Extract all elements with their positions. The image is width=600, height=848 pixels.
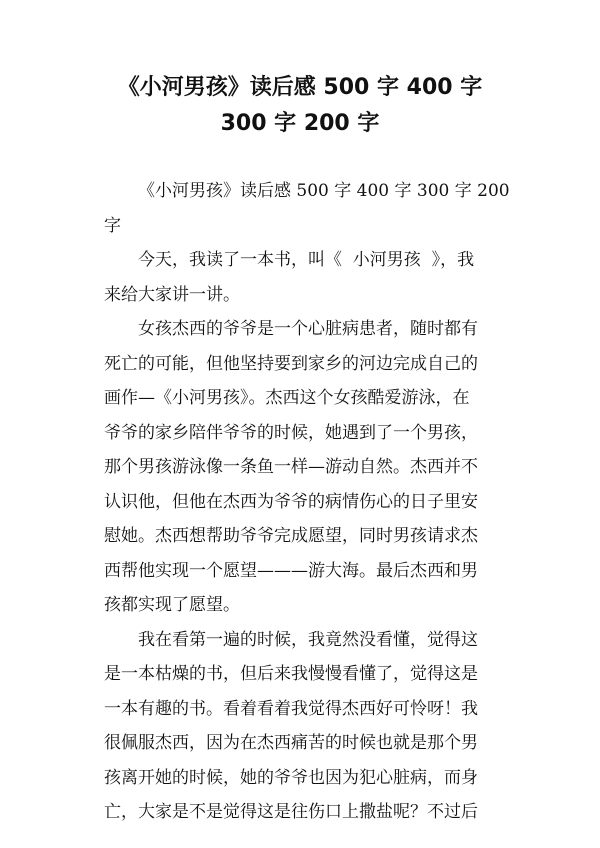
paragraph-intro <box>104 243 500 312</box>
text-line: 孩都实现了愿望。 <box>104 595 240 615</box>
text-line: 死亡的可能，但他坚持要到家乡的河边完成自己的 <box>104 353 478 374</box>
text-line: 西帮他实现一个愿望———游大海。最后杰西和男 <box>104 560 478 581</box>
text-line: 孩离开她的时候，她的爷爷也因为犯心脏病，而身 <box>104 767 478 788</box>
text-line: 一本有趣的书。看着看着我觉得杰西好可怜呀！我 <box>104 698 478 719</box>
text-line: 《小河男孩》读后感 500 字 400 字 300 字 200 <box>138 181 510 201</box>
text-line: 亡，大家是不是觉得这是往伤口上撒盐呢？不过后 <box>104 802 478 822</box>
text-line: 来给大家讲一讲。 <box>104 284 240 305</box>
title-line-1: 《小河男孩》读后感 500 字 400 字 <box>117 75 483 100</box>
text-line: 女孩杰西的爷爷是一个心脏病患者，随时都有 <box>138 319 478 339</box>
text-line: 是一本枯燥的书，但后来我慢慢看懂了，觉得这是 <box>104 664 478 684</box>
text-line: 很佩服杰西，因为在杰西痛苦的时候也就是那个男 <box>104 733 478 753</box>
document-body <box>104 174 510 830</box>
text-line: 画作—《小河男孩》。杰西这个女孩酷爱游泳，在 <box>104 388 470 408</box>
paragraph-summary <box>104 312 500 623</box>
text-line: 慰她。杰西想帮助爷爷完成愿望，同时男孩请求杰 <box>104 526 478 546</box>
page-title <box>60 70 540 142</box>
text-line: 爷爷的家乡陪伴爷爷的时候，她遇到了一个男孩， <box>104 422 478 443</box>
text-line: 今天，我读了一本书，叫《 小河男孩 》，我 <box>138 250 475 270</box>
text-line: 那个男孩游泳像一条鱼一样—游动自然。杰西并不 <box>104 457 478 477</box>
text-line: 我在看第一遍的时候，我竟然没看懂，觉得这 <box>138 629 478 650</box>
text-line: 认识他，但他在杰西为爷爷的病情伤心的日子里安 <box>104 491 478 512</box>
paragraph-reflection <box>104 623 500 830</box>
title-line-2: 300 字 200 字 <box>220 111 380 136</box>
text-line: 字 <box>104 215 121 236</box>
paragraph-heading-repeat <box>104 174 510 243</box>
